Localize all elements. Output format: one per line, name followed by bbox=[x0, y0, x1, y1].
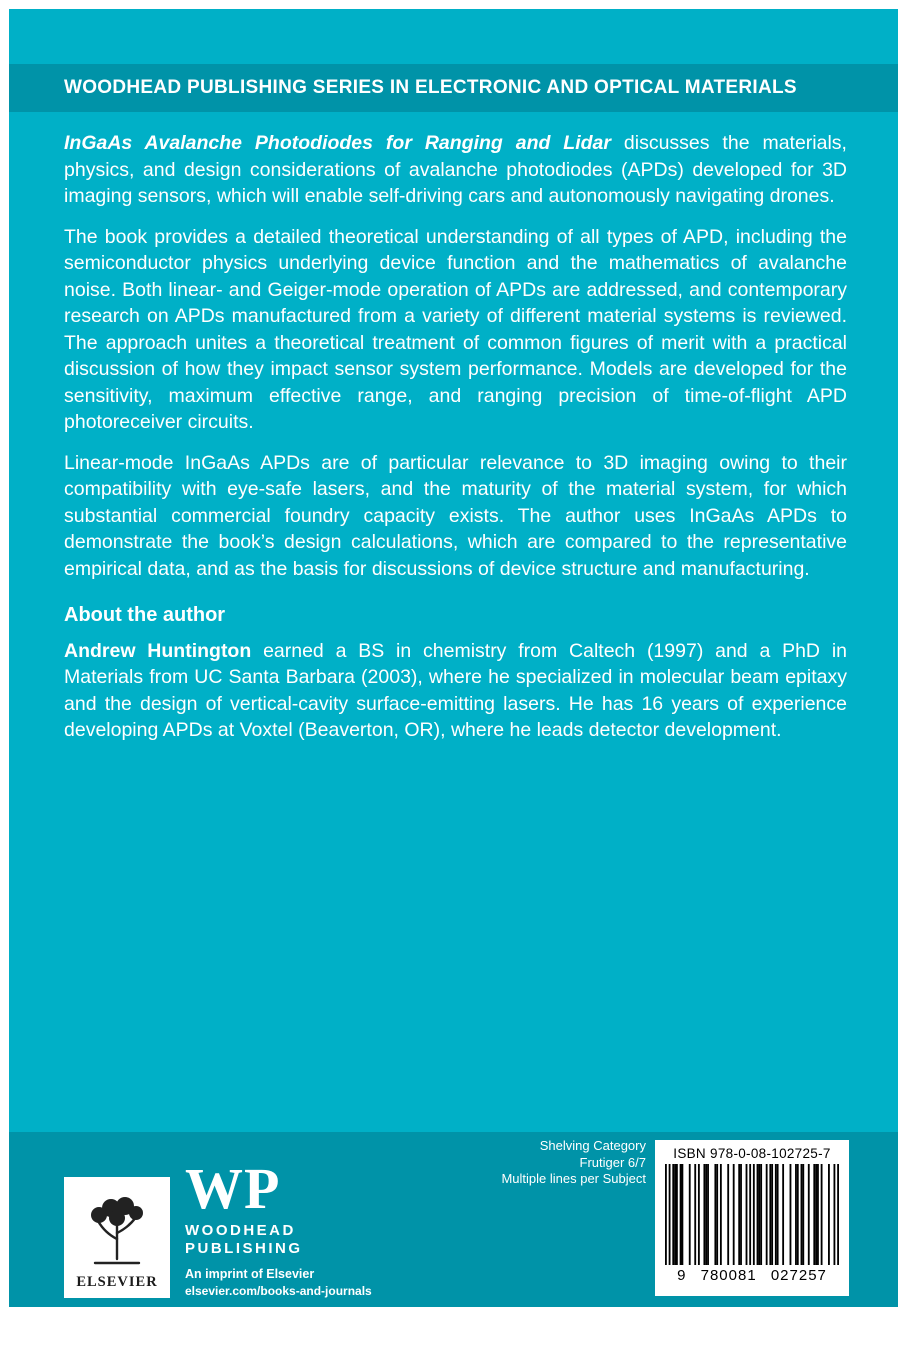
author-bio-text: earned a BS in chemistry from Caltech (1997) and a PhD in Materials from UC Santa Barbara (2003), where he specialized in molecular beam epitaxy and the design of vertical-cavity surface-emitting lasers. He has 16 years of experience developing APDs at Voxtel (Beaverton, OR), where he leads detector development. bbox=[64, 639, 847, 741]
wp-wordmark-line1: WOODHEAD bbox=[185, 1222, 296, 1239]
description-paragraph-2: The book provides a detailed theoretical understanding of all types of APD, including the semiconductor physics underlying device function and the mathematics of avalanche noise. Both linear- and Geiger-mode operation of APDs are addressed, and contemporary research on APDs manufactured from a variety of different material systems is reviewed. The approach unites a theoretical treatment of common figures of merit with a practical discussion of how they impact sensor system performance. Models are developed for the sensitivity, maximum effective range, and ranging precision of time-of-flight APD photoreceiver circuits. bbox=[64, 225, 847, 433]
about-the-author-heading: About the author bbox=[64, 604, 226, 626]
author-bio-paragraph bbox=[64, 638, 847, 744]
wp-monogram: WP bbox=[185, 1156, 281, 1221]
publisher-footer-band bbox=[9, 1132, 898, 1307]
wp-wordmark bbox=[185, 1222, 372, 1258]
series-title: WOODHEAD PUBLISHING SERIES IN ELECTRONIC AND OPTICAL MATERIALS bbox=[64, 77, 797, 98]
description-paragraph-3: Linear-mode InGaAs APDs are of particular relevance to 3D imaging owing to their compatibility with eye-safe lasers, and the maturity of the material system, for which substantial commercial foundry capacity exists. The author uses InGaAs APDs to demonstrate the book’s design calculations, which are compared to the representative empirical data, and as the basis for discussions of device structure and manufacturing. bbox=[64, 451, 847, 580]
shelving-category-block bbox=[501, 1138, 646, 1188]
isbn-barcode-box bbox=[655, 1140, 849, 1296]
woodhead-publishing-logo bbox=[185, 1156, 372, 1298]
isbn-label: ISBN 978-0-08-102725-7 bbox=[673, 1146, 831, 1161]
barcode-bars bbox=[665, 1164, 839, 1265]
shelving-line-3: Multiple lines per Subject bbox=[501, 1171, 646, 1186]
back-cover-blurb bbox=[64, 130, 847, 758]
elsevier-logo-box bbox=[64, 1177, 170, 1298]
description-paragraph-1 bbox=[64, 130, 847, 210]
shelving-line-2: Frutiger 6/7 bbox=[579, 1154, 646, 1170]
book-title-inline: InGaAs Avalanche Photodiodes for Ranging and Lidar bbox=[64, 132, 611, 154]
series-title-band bbox=[9, 64, 898, 112]
publisher-url: elsevier.com/books-and-journals bbox=[185, 1284, 372, 1298]
description-paragraph-1-text: discusses the materials, physics, and design considerations of avalanche photodiodes (APDs) developed for 3D imaging sensors, which will enable self-driving cars and autonomously navigating drones. bbox=[64, 132, 847, 207]
shelving-line-1: Shelving Category bbox=[539, 1138, 646, 1153]
elsevier-tree-logo bbox=[85, 1195, 149, 1271]
wp-wordmark-line2: PUBLISHING bbox=[185, 1240, 303, 1257]
imprint-note: An imprint of Elsevier bbox=[185, 1267, 315, 1281]
isbn-digits: 9 780081 027257 bbox=[677, 1267, 827, 1284]
book-back-cover bbox=[9, 9, 898, 1307]
elsevier-wordmark: ELSEVIER bbox=[76, 1274, 158, 1290]
author-name: Andrew Huntington bbox=[64, 639, 252, 662]
